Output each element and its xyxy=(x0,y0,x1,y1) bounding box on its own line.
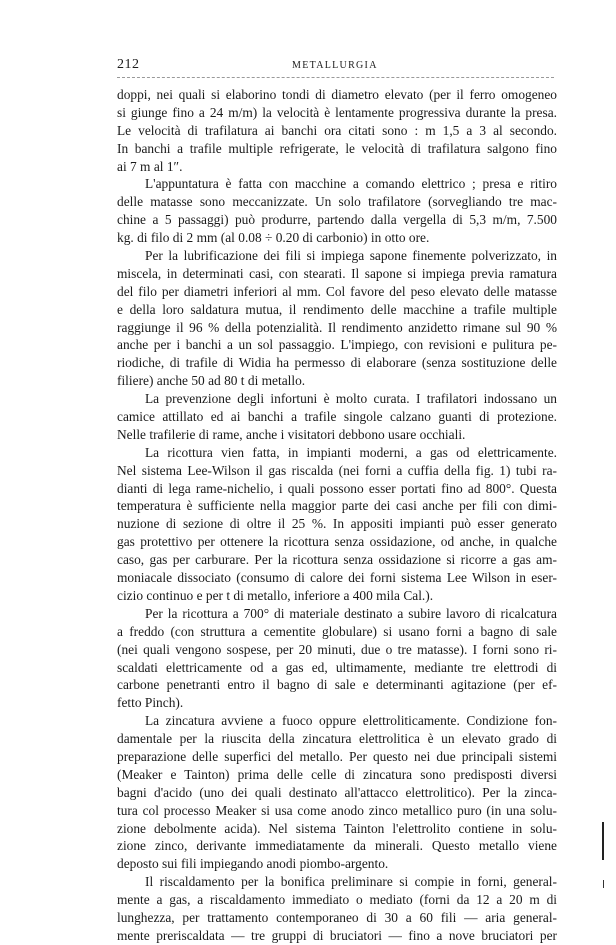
running-title: METALLURGIA xyxy=(292,60,378,71)
text-line: deposto sui fili impiegando anodi piombo-argento. xyxy=(117,856,389,872)
text-line: miscela, in determinati casi, con stearati. Il sapone si impiega previa ramatura xyxy=(117,265,557,281)
text-line: nuzione di sezione di oltre il 25 %. In appositi impianti può esser generato xyxy=(117,516,557,532)
text-line: (nei quali vengono sospese, per 20 minuti, due o tre matasse). I forni sono ri- xyxy=(117,641,557,657)
text-line: La zincatura avviene a fuoco oppure elettroliticamente. Condizione fon- xyxy=(145,713,557,729)
text-line: fetto Pinch). xyxy=(117,695,184,711)
text-line: L'appuntatura è fatta con macchine a comando elettrico ; presa e ritiro xyxy=(145,176,557,192)
text-line: kg. di filo di 2 mm (al 0.08 ÷ 0.20 di carbonio) in otto ore. xyxy=(117,230,430,246)
text-line: mente a gas, a riscaldamento immediato o mediato (forni da 12 a 20 m di xyxy=(117,892,557,908)
text-line: raggiunge il 96 % della potenzialità. Il rendimento anzidetto rimane sul 90 % xyxy=(117,319,557,335)
body-text xyxy=(117,86,557,945)
text-line: zione zinco, derivante immediatamente da minerali. Questo metallo viene xyxy=(117,838,557,854)
text-line: Per la ricottura a 700° di materiale destinato a subire lavoro di ricalcatura xyxy=(145,605,557,621)
text-line: Nelle trafilerie di rame, anche i visitatori debbono usare occhiali. xyxy=(117,426,466,442)
text-line: La ricottura vien fatta, in impianti moderni, a gas od elettricamente. xyxy=(145,444,557,460)
text-line: damentale per la riuscita della zincatura elettrolitica è un elevato grado di xyxy=(117,731,557,747)
text-line: tura col processo Meaker si usa come anodo zinco metallico puro (in una solu- xyxy=(117,802,557,818)
page-header xyxy=(117,57,557,77)
text-line: doppi, nei quali si elaborino tondi di diametro elevato (per il ferro omogeneo xyxy=(117,87,557,102)
text-line: moniacale dissociato (consumo di calore dei forni sistema Lee Wilson in eser- xyxy=(117,570,557,586)
text-line: gas protettivo per ottenere la ricottura senza ossidazione, od anche, in qualche xyxy=(117,534,557,550)
text-line: filiere) anche 50 ad 80 t di metallo. xyxy=(117,373,306,389)
text-line: delle matasse sono meccanizzate. Un solo trafilatore (sorvegliando tre mac- xyxy=(117,194,557,210)
text-line: lunghezza, per trattamento contemporaneo di 30 a 60 fili — aria general- xyxy=(117,909,557,925)
text-line: del filo per diametri inferiori al mm. Col favore del peso elevato delle matasse xyxy=(117,283,557,299)
page-number: 212 xyxy=(117,57,140,72)
text-line: ai 7 m al 1″. xyxy=(117,158,183,174)
text-line: Nel sistema Lee-Wilson il gas riscalda (nei forni a cuffia della fig. 1) tubi ra- xyxy=(117,462,557,478)
text-line: scaldati elettricamente od a gas ed, ultimamente, mediante tre elettrodi di xyxy=(117,659,557,675)
text-line: anche per i banchi a un sol passaggio. L'impiego, con revisioni e pulitura pe- xyxy=(117,337,557,353)
text-line: camice attillato ed ai banchi a trafile singole calzano guanti di protezione. xyxy=(117,409,557,425)
text-line: mente preriscaldata — tre gruppi di bruciatori — fino a nove bruciatori per xyxy=(117,927,557,943)
text-line: dianti di lega rame-nichelio, i quali possono esser portati fino ad 800°. Questa xyxy=(117,480,557,496)
text-line: (Meaker e Tainton) prima delle celle di zincatura sono predisposti diversi xyxy=(117,766,557,782)
text-line: cizio continuo e per t di metallo, inferiore a 400 mila Cal.). xyxy=(117,587,434,603)
text-line: bagni d'acido (uno dei quali destinato all'attacco elettrolitico). Per la zinca- xyxy=(117,784,557,800)
text-line: carbone penetranti entro il bagno di sale e determinanti agitazione (per ef- xyxy=(117,677,557,693)
text-line: Il riscaldamento per la bonifica preliminare si compie in forni, general- xyxy=(145,874,557,890)
header-rule xyxy=(117,77,554,78)
text-line: La prevenzione degli infortuni è molto curata. I trafilatori indossano un xyxy=(145,391,557,407)
text-line: Per la lubrificazione dei fili si impiega sapone finemente polverizzato, in xyxy=(145,248,557,264)
text-line: si giunge fino a 24 m/m) la velocità è lentamente progressiva durante la presa. xyxy=(117,104,557,120)
text-line: caso, gas per carburare. Per la ricottura senza ossidazione si ricorre a gas am- xyxy=(117,552,557,568)
text-line: e della loro saldatura mutua, il rendimento delle macchine a trafile multiple xyxy=(117,301,557,317)
text-line: zione debolmente acida). Nel sistema Tainton l'elettrolito contiene in solu- xyxy=(117,820,557,836)
text-line: preparazione delle superfici del metallo. Per questo nei due principali sistemi xyxy=(117,748,557,764)
margin-mark-small xyxy=(603,880,604,888)
text-line: Le velocità di trafilatura ai banchi ora citati sono : m 1,5 a 3 al secondo. xyxy=(117,122,557,138)
text-line: In banchi a trafile multiple refrigerate, le velocità di trafilatura salgono fino xyxy=(117,140,557,156)
text-line: chine a 5 passaggi) può produrre, partendo dalla vergella di 5,3 m/m, 7.500 xyxy=(117,212,557,228)
text-line: riodiche, di trafile di Widia ha permesso di elaborare (senza sostituzione delle xyxy=(117,355,557,371)
margin-mark xyxy=(602,822,604,860)
text-line: a freddo (con struttura a cementite globulare) si usano forni a bagno di sale xyxy=(117,623,557,639)
text-line: temperatura è sufficiente nella maggior parte dei casi anche per fili con dimi- xyxy=(117,498,557,514)
